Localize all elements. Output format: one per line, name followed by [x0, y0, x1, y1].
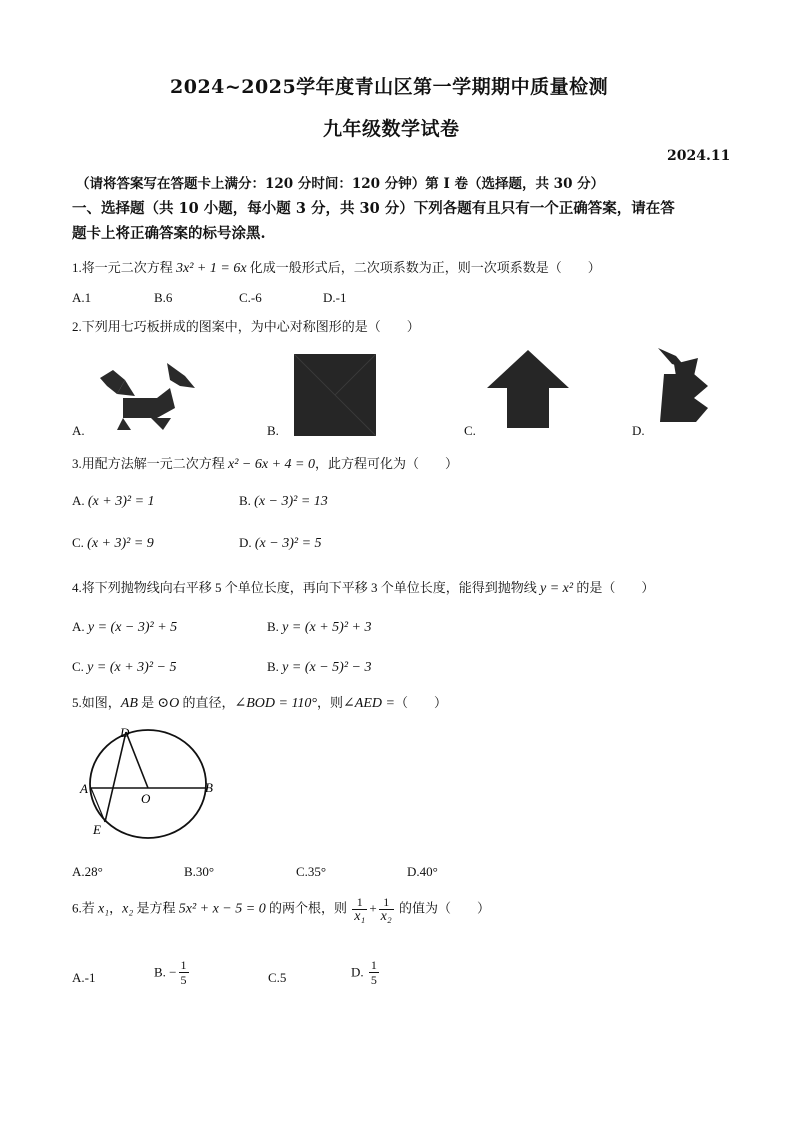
q5-circle: ⊙O — [157, 696, 180, 711]
q4-option-c-label: C. — [72, 659, 84, 674]
q4-option-d-label: B. — [267, 659, 279, 674]
question-1-stem — [72, 257, 601, 277]
circle-diagram — [78, 724, 218, 842]
tangram-arrow-figure — [485, 348, 571, 430]
q3-equation: x² − 6x + 4 = 0 — [228, 457, 315, 472]
q3-option-b-label: B. — [239, 493, 251, 508]
q4-stem-a: 4.将下列抛物线向右平移 5 个单位长度，再向下平移 3 个单位长度，能得到抛物线 — [72, 580, 541, 595]
q6-option-d-num: 1 — [370, 958, 377, 972]
question-6-stem — [72, 895, 490, 924]
q6-sep: ， — [109, 900, 123, 916]
q3-option-d — [239, 535, 322, 552]
question-3-stem — [72, 453, 458, 473]
tangram-dog-figure — [95, 358, 205, 433]
q3-stem-b: ，此方程可化为（ ） — [314, 456, 458, 471]
q6-stem-b: 是方程 — [133, 900, 179, 916]
q4-stem-b: 的是（ ） — [573, 580, 655, 595]
q4-option-c — [72, 659, 176, 676]
q6-option-d — [351, 958, 381, 987]
q3-option-b-expr: (x − 3)² = 13 — [254, 494, 328, 509]
q3-option-d-label: D. — [239, 535, 252, 550]
q2-option-d: D. — [632, 423, 645, 438]
q3-option-b — [239, 493, 328, 510]
q3-option-d-expr: (x − 3)² = 5 — [254, 536, 322, 551]
q6-option-d-label: D. — [351, 964, 364, 980]
q5-stem-d: ，则 — [317, 695, 344, 710]
q5-angle-bod: ∠BOD = 110° — [234, 696, 318, 711]
q5-option-c: C.35° — [296, 864, 327, 879]
q6-option-d-fraction — [369, 958, 379, 987]
q1-stem-b: 化成一般形式后，二次项系数为正，则一次项系数是（ ） — [246, 260, 601, 275]
q4-option-b-label: B. — [267, 619, 279, 634]
q2-option-c: C. — [464, 423, 476, 438]
q6-option-b-num: 1 — [180, 958, 187, 972]
label-b: B — [205, 780, 213, 795]
tangram-square-figure — [294, 354, 376, 436]
q6-option-c: C.5 — [268, 970, 287, 985]
q6-option-d-den: 5 — [370, 973, 377, 987]
q3-stem-a: 3.用配方法解一元二次方程 — [72, 456, 229, 471]
q6-frac2-num: 1 — [379, 895, 394, 910]
q5-stem-c: 的直径， — [179, 695, 235, 710]
q4-option-d-expr: y = (x − 5)² − 3 — [282, 660, 372, 675]
section-instructions-line2: 题卡上将正确答案的标号涂黑. — [72, 225, 266, 242]
q2-option-a: A. — [72, 423, 85, 438]
q6-option-b — [154, 958, 191, 987]
q1-stem-a: 1.将一元二次方程 — [72, 260, 177, 275]
exam-note: （请将答案写在答题卡上满分：120 分时间：120 分钟）第 I 卷（选择题，共 30 分） — [76, 176, 605, 192]
label-a: A — [80, 781, 88, 796]
q3-option-c — [72, 535, 154, 552]
q5-option-d: D.40° — [407, 864, 438, 879]
q6-option-a: A.-1 — [72, 970, 96, 985]
q6-stem-a: 6.若 — [72, 900, 99, 916]
q3-option-a-expr: (x + 3)² = 1 — [87, 494, 155, 509]
q1-option-d: D.-1 — [323, 290, 347, 305]
exam-date: 2024.11 — [667, 148, 731, 164]
tangram-rabbit-figure — [656, 346, 716, 426]
q6-frac1-den: x₁ — [354, 909, 366, 924]
q3-option-c-expr: (x + 3)² = 9 — [87, 536, 154, 551]
exam-title: 2024~2025学年度青山区第一学期期中质量检测 — [170, 76, 609, 98]
q6-frac1-num: 1 — [352, 895, 367, 910]
q6-fraction-1 — [352, 895, 367, 924]
q6-option-b-sign: − — [169, 964, 177, 980]
q1-option-a: A.1 — [72, 290, 92, 305]
q3-option-c-label: C. — [72, 535, 84, 550]
section-instructions-line1: 一、选择题（共 10 小题，每小题 3 分，共 30 分）下列各题有且只有一个正确答案，请在答 — [72, 200, 675, 217]
q1-option-c: C.-6 — [239, 290, 262, 305]
q5-stem-a: 5.如图， — [72, 695, 121, 710]
q5-option-a: A.28° — [72, 864, 103, 879]
q4-equation: y = x² — [540, 581, 574, 596]
q6-option-b-fraction — [179, 958, 189, 987]
q6-plus: + — [369, 900, 377, 916]
q1-equation: 3x² + 1 = 6x — [176, 261, 247, 276]
q6-x2: x₂ — [122, 901, 134, 917]
q2-option-b: B. — [267, 423, 279, 438]
label-d: D — [120, 725, 130, 740]
q6-x1: x₁ — [98, 901, 110, 917]
question-4-stem — [72, 577, 654, 597]
q5-stem-e: （ ） — [394, 695, 447, 710]
q4-option-a-label: A. — [72, 619, 85, 634]
q6-stem-c: 的两个根，则 — [265, 900, 351, 916]
q6-frac2-den: x₂ — [380, 909, 392, 924]
q4-option-c-expr: y = (x + 3)² − 5 — [87, 660, 177, 675]
q5-option-b: B.30° — [184, 864, 215, 879]
q4-option-b — [267, 619, 371, 636]
q6-fraction-2 — [379, 895, 394, 924]
q6-stem-d: 的值为（ ） — [395, 900, 491, 916]
q4-option-a — [72, 619, 177, 636]
q5-angle-aed: ∠AED = — [343, 696, 395, 711]
exam-subtitle: 九年级数学试卷 — [323, 118, 460, 140]
q4-option-d — [267, 659, 371, 676]
q1-option-b: B.6 — [154, 290, 173, 305]
q6-equation: 5x² + x − 5 = 0 — [178, 901, 266, 917]
label-e: E — [93, 822, 101, 837]
label-o: O — [141, 791, 151, 806]
question-5-stem — [72, 692, 447, 712]
q5-ab: AB — [120, 696, 138, 711]
question-2-stem: 2.下列用七巧板拼成的图案中，为中心对称图形的是（ ） — [72, 319, 420, 334]
q6-option-b-den: 5 — [180, 973, 187, 987]
q3-option-a — [72, 493, 155, 510]
q4-option-a-expr: y = (x − 3)² + 5 — [87, 620, 178, 635]
q4-option-b-expr: y = (x + 5)² + 3 — [282, 620, 372, 635]
q5-stem-b: 是 — [137, 695, 158, 710]
q6-option-b-label: B. — [154, 964, 166, 980]
q3-option-a-label: A. — [72, 493, 85, 508]
